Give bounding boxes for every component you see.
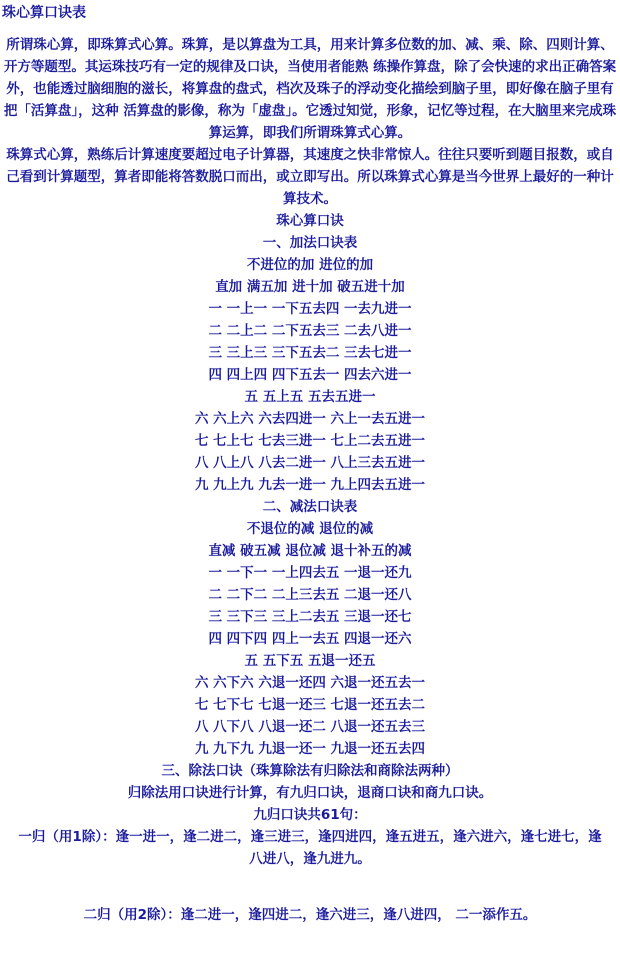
formula-heading: 珠心算口诀 bbox=[276, 213, 344, 229]
formula-line: 九 九上九 九去一进一 九上四去五进一 bbox=[194, 477, 426, 493]
formula-line: 四 四下四 四上一去五 四退一还六 bbox=[208, 631, 412, 647]
ergui-paragraph: 二归（用2除）：逢二进一，逢四进二，逢六进三，逢八进四， 二一添作五。 bbox=[83, 907, 537, 923]
formula-line: 直减 破五减 退位减 退十补五的减 bbox=[208, 543, 412, 559]
formula-line: 九 九下九 九退一还一 九退一还五去四 bbox=[194, 741, 426, 757]
formula-line: 八 八下八 八退一还二 八退一还五去三 bbox=[194, 719, 426, 735]
intro-paragraph-1: 所谓珠心算，即珠算式心算。珠算，是以算盘为工具，用来计算多位数的加、减、乘、除、四则计算、开方等题型。其运珠技巧有一定的规律及口诀，当使用者能熟 练操作算盘，除了会快速的求出正确答案外，也能透过脑细胞的滋长，将算盘的盘式，档次及珠子的浮动变化描绘到脑子里，即好像在脑子里有把「活算盘」，这种 活算盘的影像，称为「虚盘」。它透过知觉，形象，记忆等过程，在大脑里来完成珠算运算，即我们所谓珠算式心算。 bbox=[3, 37, 617, 141]
formula-line: 直加 满五加 进十加 破五进十加 bbox=[215, 279, 405, 295]
formula-line: 四 四上四 四下五去一 四去六进一 bbox=[208, 367, 412, 383]
formula-line: 不进位的加 进位的加 bbox=[246, 257, 374, 273]
section-heading-addition: 一、加法口诀表 bbox=[262, 235, 358, 251]
section-heading-division: 三、除法口诀（珠算除法有归除法和商除法两种） bbox=[161, 763, 459, 779]
intro-section bbox=[0, 34, 620, 210]
formula-line: 三 三下三 三上二去五 三退一还七 bbox=[208, 609, 412, 625]
formula-line: 五 五下五 五退一还五 bbox=[244, 653, 376, 669]
page-title: 珠心算口诀表 bbox=[2, 5, 86, 21]
formula-line: 二 二上二 二下五去三 二去八进一 bbox=[208, 323, 412, 339]
formula-line: 九归口诀共61句： bbox=[253, 807, 367, 823]
formula-line: 三 三上三 三下五去二 三去七进一 bbox=[208, 345, 412, 361]
formula-line: 一 一下一 一上四去五 一退一还九 bbox=[208, 565, 412, 581]
formula-line: 七 七上七 七去三进一 七上二去五进一 bbox=[194, 433, 426, 449]
formula-line: 八 八上八 八去二进一 八上三去五进一 bbox=[194, 455, 426, 471]
formula-line: 五 五上五 五去五进一 bbox=[244, 389, 376, 405]
formula-line: 六 六下六 六退一还四 六退一还五去一 bbox=[194, 675, 426, 691]
intro-paragraph-2: 珠算式心算，熟练后计算速度要超过电子计算器，其速度之快非常惊人。往往只要听到题目报数，或自己看到计算题型，算者即能将答数脱口而出，或立即写出。所以珠算式心算是当今世界上最好的一种计算技术。 bbox=[6, 147, 614, 207]
formula-line: 一 一上一 一下五去四 一去九进一 bbox=[208, 301, 412, 317]
formula-line: 七 七下七 七退一还三 七退一还五去二 bbox=[194, 697, 426, 713]
formula-line: 不退位的减 退位的减 bbox=[246, 521, 374, 537]
formula-line: 六 六上六 六去四进一 六上一去五进一 bbox=[194, 411, 426, 427]
section-heading-subtraction: 二、减法口诀表 bbox=[262, 499, 358, 515]
formula-line: 二 二下二 二上三去五 二退一还八 bbox=[208, 587, 412, 603]
yigui-paragraph: 一归（用1除）：逢一进一，逢二进二，逢三进三，逢四进四，逢五进五，逢六进六，逢七进七，逢八进八，逢九进九。 bbox=[18, 829, 602, 867]
formula-lines bbox=[0, 210, 620, 826]
formula-line: 归除法用口诀进行计算，有九归口诀，退商口诀和商九口诀。 bbox=[127, 785, 493, 801]
